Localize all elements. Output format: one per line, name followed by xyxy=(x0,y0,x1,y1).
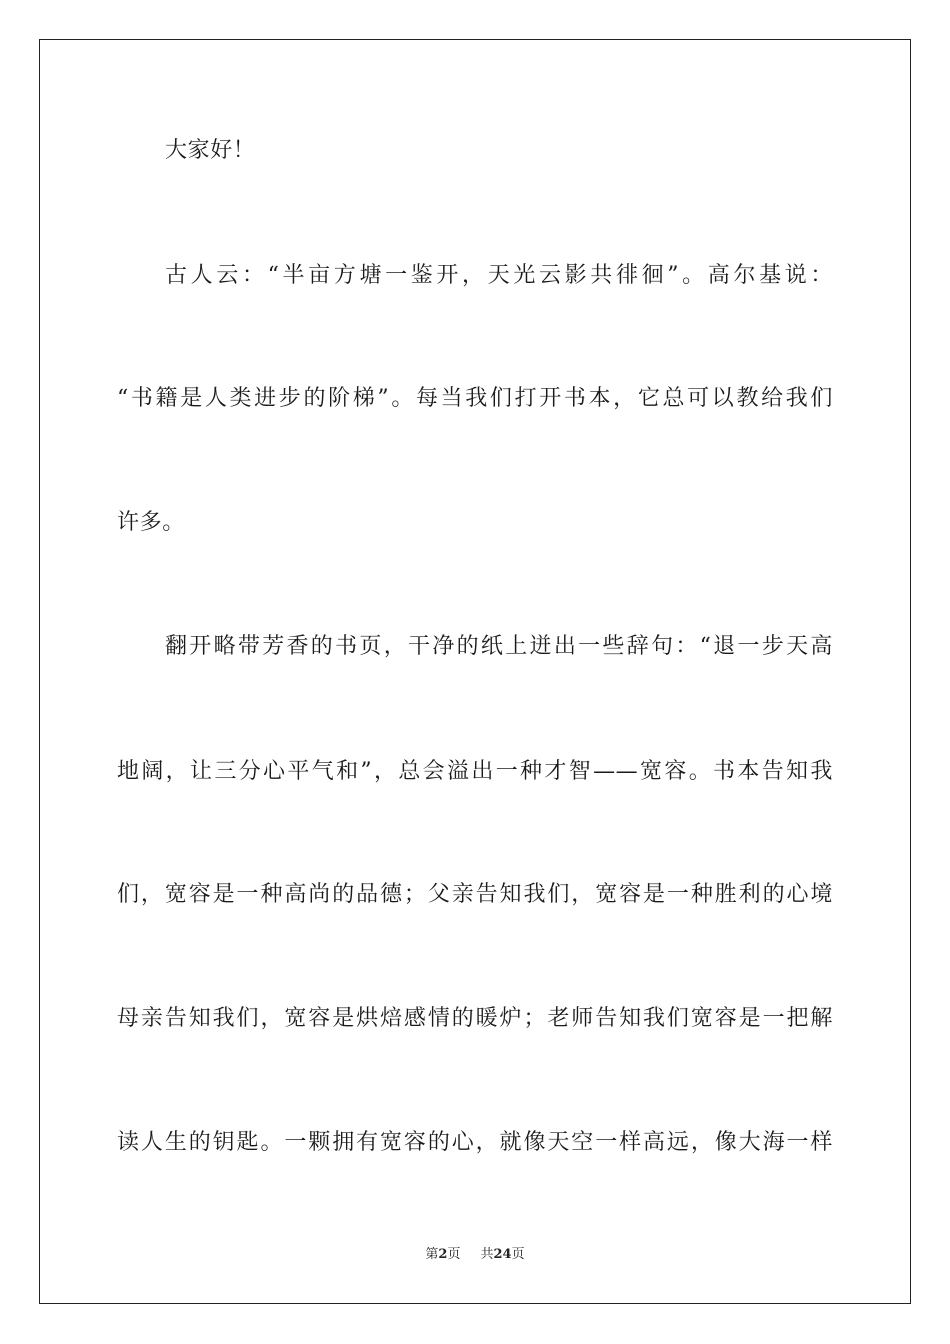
footer-total-prefix: 共 xyxy=(480,1247,494,1262)
footer-total-pages: 24 xyxy=(493,1247,512,1262)
footer-page-prefix: 第 xyxy=(425,1247,439,1262)
paragraph-2-line-3: 们，宽容是一种高尚的品德；父亲告知我们，宽容是一种胜利的心境 xyxy=(117,882,833,907)
paragraph-1-line-2: “书籍是人类进步的阶梯”。每当我们打开书本，它总可以教给我们 xyxy=(117,386,833,411)
footer-page-suffix: 页 xyxy=(447,1247,461,1262)
page-footer xyxy=(0,1246,950,1264)
paragraph-2-line-2: 地阔，让三分心平气和”，总会溢出一种才智——宽容。书本告知我 xyxy=(117,759,833,784)
paragraph-2-line-1: 翻开略带芳香的书页，干净的纸上迸出一些辞句：“退一步天高 xyxy=(165,634,833,659)
paragraph-1-line-1: 古人云：“半亩方塘一鉴开，天光云影共徘徊”。高尔基说： xyxy=(165,263,833,288)
footer-page-number: 2 xyxy=(438,1247,448,1262)
paragraph-1-line-3: 许多。 xyxy=(117,510,185,535)
greeting-line: 大家好！ xyxy=(165,138,256,163)
paragraph-2-line-5: 读人生的钥匙。一颗拥有宽容的心，就像天空一样高远，像大海一样 xyxy=(117,1130,833,1155)
footer-total-suffix: 页 xyxy=(511,1247,525,1262)
page-border xyxy=(39,39,911,1304)
paragraph-2-line-4: 母亲告知我们，宽容是烘焙感情的暖炉；老师告知我们宽容是一把解 xyxy=(117,1006,833,1031)
